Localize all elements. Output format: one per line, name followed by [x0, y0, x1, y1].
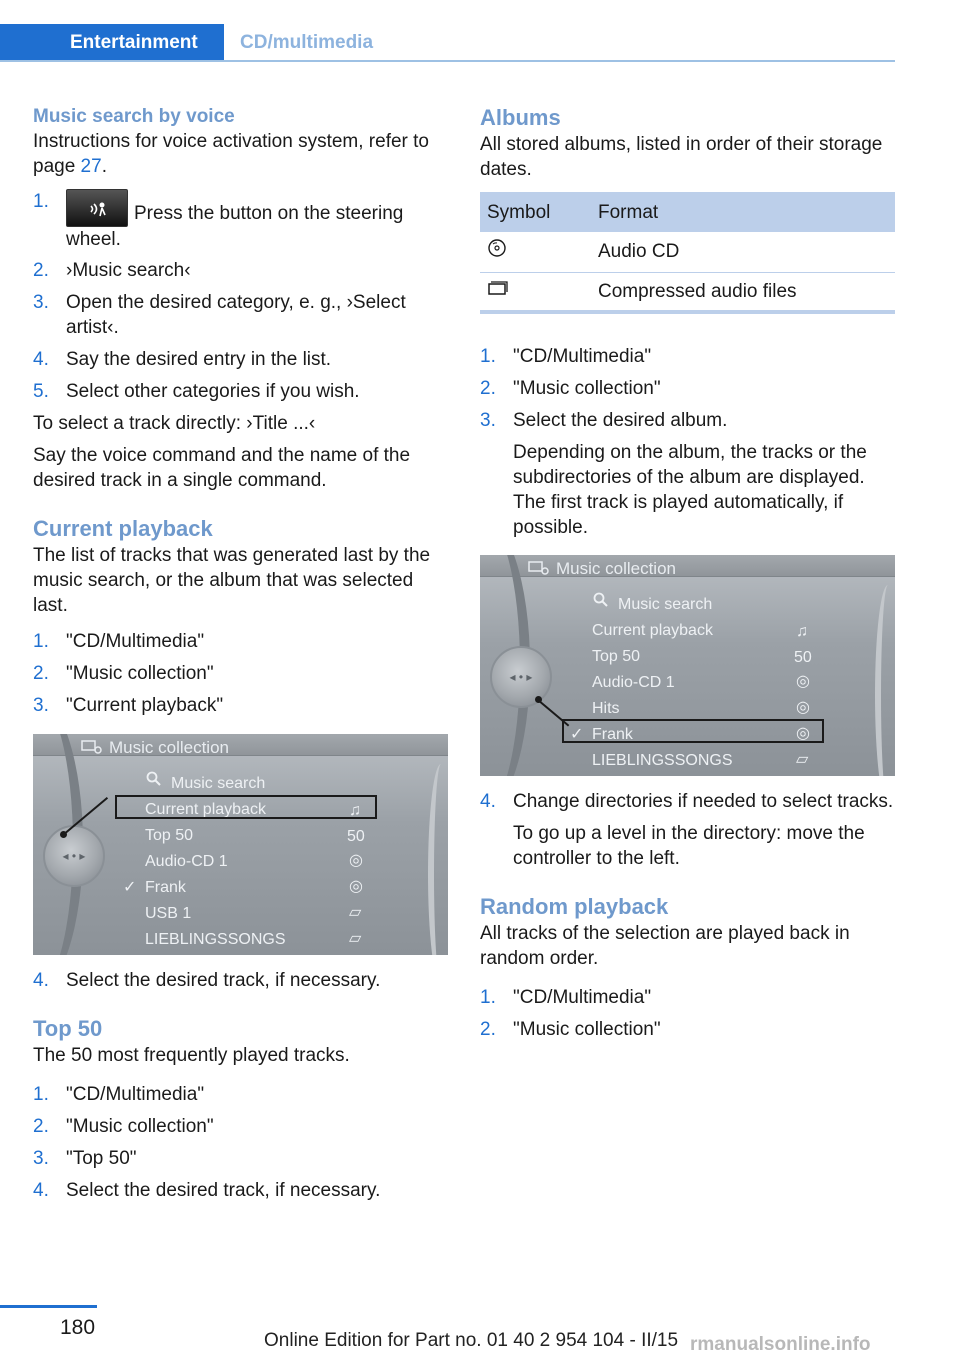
music-collection-icon	[81, 737, 103, 762]
list-item: 3. Select the desired album. Depending on the album, the tracks or the subdirectories of the album are displayed. The first track is played automatically, if possible.	[480, 410, 867, 538]
tab-entertainment[interactable]: Entertainment	[0, 24, 224, 62]
random-playback-steps	[480, 985, 895, 1042]
menu-item-music-search[interactable]: Music search	[171, 775, 266, 792]
current-playback-heading: Current playback	[33, 516, 213, 541]
controller-knob-icon: ◂ • ▸	[490, 646, 552, 708]
folder-icon	[480, 272, 591, 312]
menu-item-frank[interactable]: Frank	[145, 879, 186, 896]
list-item: 3. Open the desired category, e. g., ›Select artist‹.	[33, 292, 406, 338]
menu-item-current-playback[interactable]: Current playback	[592, 622, 713, 639]
list-item: 5. Select other categories if you wish.	[33, 381, 360, 402]
albums-step-4	[480, 789, 895, 871]
footer-accent-line	[0, 1305, 97, 1308]
check-icon: ✓	[123, 879, 137, 896]
list-item: 1. "CD/Multimedia"	[480, 346, 652, 367]
list-item: 4. Select the desired track, if necessary.	[33, 970, 381, 991]
list-item: 1. "CD/Multimedia"	[480, 987, 652, 1008]
column-header-symbol: Symbol	[480, 192, 591, 232]
selection-highlight	[562, 719, 824, 743]
list-item: 4. Say the desired entry in the list.	[33, 349, 332, 370]
list-item: 2. "Music collection"	[480, 378, 661, 399]
music-search-by-voice-heading: Music search by voice	[33, 106, 235, 127]
cd-icon: ◎	[796, 725, 810, 742]
current-playback-step-4	[33, 968, 448, 993]
direct-track-desc: Say the voice command and the name of the desired track in a single command.	[33, 445, 411, 491]
tab-cd-multimedia[interactable]: CD/multimedia	[240, 32, 374, 53]
folder-icon: ▱	[796, 751, 809, 768]
column-header-format: Format	[591, 192, 895, 232]
list-item: 2. "Music collection"	[480, 1019, 661, 1040]
edition-text: Online Edition for Part no. 01 40 2 954 104 - II/15	[264, 1330, 679, 1351]
table-row	[480, 272, 895, 312]
check-icon: ✓	[570, 726, 584, 743]
search-icon	[592, 591, 610, 617]
menu-item-lieblingssongs[interactable]: LIEBLINGSSONGS	[592, 752, 733, 769]
music-collection-icon	[528, 558, 550, 583]
cd-icon	[480, 232, 591, 272]
controller-knob-icon: ◂ • ▸	[43, 825, 105, 887]
list-item: 2. "Music collection"	[33, 1116, 214, 1137]
screen-title: Music collection	[556, 559, 676, 578]
menu-item-usb-1[interactable]: USB 1	[145, 905, 192, 922]
random-playback-desc: All tracks of the selection are played back in random order.	[480, 923, 850, 969]
menu-item-music-search[interactable]: Music search	[618, 596, 713, 613]
menu-item-hits[interactable]: Hits	[592, 700, 620, 717]
menu-item-audio-cd-1[interactable]: Audio-CD 1	[592, 674, 675, 691]
cd-icon: ◎	[796, 673, 810, 690]
albums-desc: All stored albums, listed in order of their storage dates.	[480, 134, 883, 180]
list-item: 1. "CD/Multimedia"	[33, 1084, 205, 1105]
left-column	[33, 104, 448, 1203]
header-divider	[0, 60, 895, 62]
list-item: 4. Change directories if needed to select tracks. To go up a level in the directory: move the controller to the left.	[480, 791, 894, 869]
page-header	[0, 0, 960, 62]
top-50-count: 50	[794, 649, 812, 666]
format-compressed-audio: Compressed audio files	[591, 272, 895, 312]
table-header-row	[480, 192, 895, 232]
menu-item-top-50[interactable]: Top 50	[145, 827, 194, 844]
list-item: 4. Select the desired track, if necessary.	[33, 1180, 381, 1201]
albums-heading: Albums	[480, 105, 561, 130]
menu-item-top-50[interactable]: Top 50	[592, 648, 641, 665]
albums-steps	[480, 344, 895, 540]
playlist-icon: ♫	[349, 802, 361, 819]
top-50-desc: The 50 most frequently played tracks.	[33, 1045, 350, 1066]
pointer-dot	[60, 831, 67, 838]
search-icon	[145, 770, 163, 796]
menu-item-current-playback[interactable]: Current playback	[145, 801, 266, 818]
format-audio-cd: Audio CD	[591, 232, 895, 272]
list-item: 2. ›Music search‹	[33, 260, 191, 281]
page-number: 180	[60, 1316, 96, 1339]
folder-icon: ▱	[349, 904, 362, 921]
list-item: 3. "Current playback"	[33, 695, 224, 716]
menu-item-frank[interactable]: Frank	[592, 726, 633, 743]
current-playback-desc: The list of tracks that was generated last by the music search, or the album that was selected last.	[33, 545, 431, 616]
music-collection-screenshot-albums	[480, 555, 895, 776]
page-27-link[interactable]: 27	[80, 156, 102, 177]
voice-steps	[33, 189, 448, 404]
top-50-count: 50	[347, 828, 365, 845]
top-50-heading: Top 50	[33, 1016, 103, 1041]
random-playback-heading: Random playback	[480, 894, 669, 919]
list-item: 1. "CD/Multimedia"	[33, 631, 205, 652]
playlist-icon: ♫	[796, 623, 808, 640]
list-item: 3. "Top 50"	[33, 1148, 137, 1169]
pointer-line	[537, 699, 569, 726]
list-item: 1. Press the button on the steering wheel.	[33, 191, 404, 250]
voice-button-icon	[66, 189, 128, 227]
screen-title: Music collection	[109, 738, 229, 757]
menu-item-audio-cd-1[interactable]: Audio-CD 1	[145, 853, 228, 870]
selection-highlight	[115, 795, 377, 819]
cd-icon: ◎	[796, 699, 810, 716]
current-playback-steps	[33, 629, 448, 718]
format-table	[480, 192, 895, 314]
right-column	[480, 104, 895, 1042]
voice-intro: Instructions for voice activation system, refer to page 27.	[33, 131, 429, 177]
cd-icon: ◎	[349, 852, 363, 869]
table-row	[480, 232, 895, 272]
cd-icon: ◎	[349, 878, 363, 895]
pointer-dot	[535, 696, 542, 703]
menu-item-lieblingssongs[interactable]: LIEBLINGSSONGS	[145, 931, 286, 948]
list-item: 2. "Music collection"	[33, 663, 214, 684]
direct-track-text: To select a track directly: ›Title ...‹	[33, 413, 316, 434]
folder-icon: ▱	[349, 930, 362, 947]
music-collection-screenshot-current	[33, 734, 448, 955]
watermark: rmanualsonline.info	[690, 1334, 871, 1355]
top-50-steps	[33, 1082, 448, 1203]
